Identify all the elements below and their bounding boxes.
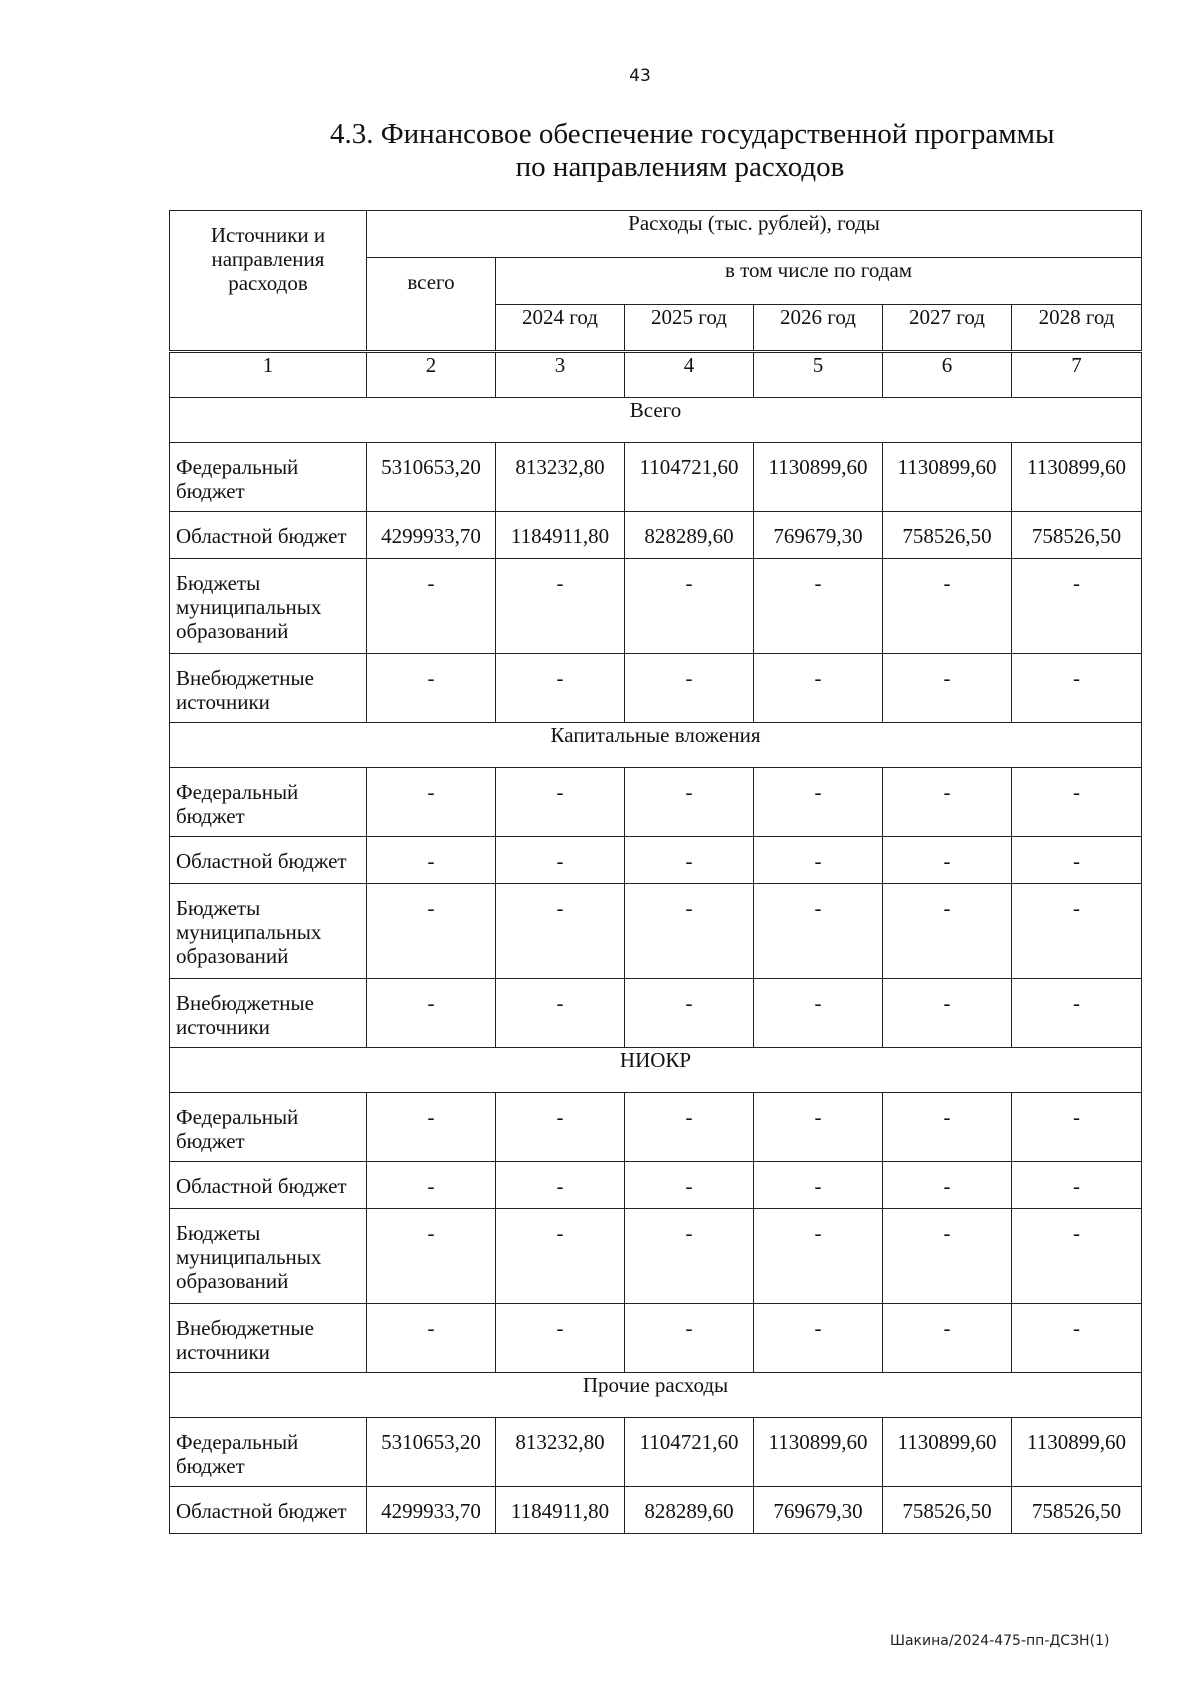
header-year-2024: 2024 год	[496, 305, 625, 352]
value-cell: 769679,30	[754, 512, 883, 559]
row-label: Бюджеты муниципальных образований	[170, 1209, 367, 1304]
value-cell: -	[754, 1162, 883, 1209]
value-cell: -	[1012, 884, 1142, 979]
value-cell: -	[754, 1209, 883, 1304]
value-cell: -	[625, 1209, 754, 1304]
value-cell: -	[625, 1304, 754, 1373]
value-cell: -	[1012, 654, 1142, 723]
value-cell: -	[625, 559, 754, 654]
value-cell: -	[625, 1162, 754, 1209]
header-year-2025: 2025 год	[625, 305, 754, 352]
value-cell: -	[625, 884, 754, 979]
value-cell: -	[754, 837, 883, 884]
section-title: Прочие расходы	[170, 1373, 1142, 1418]
table-row	[170, 559, 1142, 654]
value-cell: -	[883, 768, 1012, 837]
value-cell: 813232,80	[496, 1418, 625, 1487]
value-cell: -	[496, 1209, 625, 1304]
row-label: Федеральный бюджет	[170, 1093, 367, 1162]
value-cell: 1104721,60	[625, 1418, 754, 1487]
value-cell: -	[496, 1304, 625, 1373]
row-label: Внебюджетные источники	[170, 979, 367, 1048]
value-cell: -	[1012, 979, 1142, 1048]
value-cell: -	[883, 559, 1012, 654]
value-cell: -	[754, 1304, 883, 1373]
value-cell: 5310653,20	[367, 1418, 496, 1487]
value-cell: -	[625, 837, 754, 884]
header-by-years: в том числе по годам	[496, 258, 1142, 305]
col-number-5: 5	[754, 352, 883, 398]
header-year-2028: 2028 год	[1012, 305, 1142, 352]
row-label: Внебюджетные источники	[170, 654, 367, 723]
value-cell: -	[1012, 837, 1142, 884]
header-year-2027: 2027 год	[883, 305, 1012, 352]
value-cell: 828289,60	[625, 512, 754, 559]
table-row	[170, 1162, 1142, 1209]
value-cell: -	[496, 559, 625, 654]
value-cell: -	[496, 1093, 625, 1162]
table-row	[170, 768, 1142, 837]
table-row	[170, 443, 1142, 512]
value-cell: -	[367, 837, 496, 884]
value-cell: -	[754, 1093, 883, 1162]
value-cell: 1130899,60	[754, 1418, 883, 1487]
value-cell: -	[367, 1209, 496, 1304]
value-cell: -	[754, 654, 883, 723]
table-row	[170, 979, 1142, 1048]
value-cell: -	[496, 768, 625, 837]
table-row	[170, 1093, 1142, 1162]
value-cell: -	[1012, 768, 1142, 837]
value-cell: -	[367, 654, 496, 723]
row-label: Областной бюджет	[170, 512, 367, 559]
value-cell: -	[754, 559, 883, 654]
value-cell: -	[883, 1209, 1012, 1304]
value-cell: 1184911,80	[496, 1487, 625, 1534]
value-cell: -	[367, 1304, 496, 1373]
value-cell: 769679,30	[754, 1487, 883, 1534]
value-cell: 1184911,80	[496, 512, 625, 559]
value-cell: 1130899,60	[883, 1418, 1012, 1487]
value-cell: -	[883, 979, 1012, 1048]
table-row	[170, 884, 1142, 979]
col-number-2: 2	[367, 352, 496, 398]
value-cell: -	[625, 654, 754, 723]
value-cell: 5310653,20	[367, 443, 496, 512]
value-cell: -	[1012, 1304, 1142, 1373]
section-title: Капитальные вложения	[170, 723, 1142, 768]
section-title: Всего	[170, 398, 1142, 443]
table-row	[170, 1418, 1142, 1487]
value-cell: -	[883, 884, 1012, 979]
value-cell: -	[496, 1162, 625, 1209]
table-row	[170, 837, 1142, 884]
row-label: Федеральный бюджет	[170, 1418, 367, 1487]
header-expenses: Расходы (тыс. рублей), годы	[367, 211, 1142, 258]
table-row	[170, 1304, 1142, 1373]
value-cell: -	[496, 837, 625, 884]
section-title: НИОКР	[170, 1048, 1142, 1093]
value-cell: -	[496, 979, 625, 1048]
value-cell: -	[625, 1093, 754, 1162]
value-cell: 4299933,70	[367, 1487, 496, 1534]
value-cell: 758526,50	[883, 512, 1012, 559]
row-label: Бюджеты муниципальных образований	[170, 559, 367, 654]
value-cell: -	[1012, 1093, 1142, 1162]
value-cell: 1130899,60	[1012, 443, 1142, 512]
page-number: 43	[629, 66, 651, 86]
row-label: Федеральный бюджет	[170, 443, 367, 512]
value-cell: -	[367, 768, 496, 837]
value-cell: -	[1012, 1162, 1142, 1209]
table-row	[170, 512, 1142, 559]
row-label: Областной бюджет	[170, 1162, 367, 1209]
value-cell: -	[367, 979, 496, 1048]
value-cell: -	[1012, 1209, 1142, 1304]
row-label: Областной бюджет	[170, 837, 367, 884]
header-year-2026: 2026 год	[754, 305, 883, 352]
header-total: всего	[367, 258, 496, 352]
row-label: Областной бюджет	[170, 1487, 367, 1534]
row-label: Внебюджетные источники	[170, 1304, 367, 1373]
value-cell: -	[496, 654, 625, 723]
col-number-4: 4	[625, 352, 754, 398]
header-sources: Источники и направления расходов	[170, 211, 367, 352]
value-cell: 758526,50	[1012, 512, 1142, 559]
row-label: Федеральный бюджет	[170, 768, 367, 837]
value-cell: 4299933,70	[367, 512, 496, 559]
value-cell: -	[754, 768, 883, 837]
value-cell: 1104721,60	[625, 443, 754, 512]
table-row	[170, 654, 1142, 723]
footer-document-code: Шакина/2024-475-пп-ДСЗН(1)	[890, 1633, 1110, 1649]
value-cell: -	[496, 884, 625, 979]
row-label: Бюджеты муниципальных образований	[170, 884, 367, 979]
col-number-7: 7	[1012, 352, 1142, 398]
value-cell: 813232,80	[496, 443, 625, 512]
value-cell: 1130899,60	[883, 443, 1012, 512]
value-cell: -	[367, 559, 496, 654]
value-cell: -	[883, 654, 1012, 723]
col-number-1: 1	[170, 352, 367, 398]
value-cell: 828289,60	[625, 1487, 754, 1534]
document-title	[330, 118, 1055, 184]
financing-table	[169, 210, 1142, 1534]
value-cell: 758526,50	[1012, 1487, 1142, 1534]
title-line-1: 4.3. Финансовое обеспечение государственной программы	[330, 118, 1055, 150]
col-number-6: 6	[883, 352, 1012, 398]
col-number-3: 3	[496, 352, 625, 398]
table-row	[170, 1209, 1142, 1304]
value-cell: -	[625, 768, 754, 837]
value-cell: -	[625, 979, 754, 1048]
value-cell: -	[883, 1093, 1012, 1162]
value-cell: -	[1012, 559, 1142, 654]
value-cell: -	[367, 1162, 496, 1209]
value-cell: -	[754, 884, 883, 979]
value-cell: 1130899,60	[1012, 1418, 1142, 1487]
value-cell: 758526,50	[883, 1487, 1012, 1534]
table-row	[170, 1487, 1142, 1534]
value-cell: 1130899,60	[754, 443, 883, 512]
value-cell: -	[754, 979, 883, 1048]
value-cell: -	[883, 837, 1012, 884]
value-cell: -	[367, 884, 496, 979]
value-cell: -	[367, 1093, 496, 1162]
value-cell: -	[883, 1162, 1012, 1209]
title-line-2: по направлениям расходов	[515, 151, 845, 183]
value-cell: -	[883, 1304, 1012, 1373]
